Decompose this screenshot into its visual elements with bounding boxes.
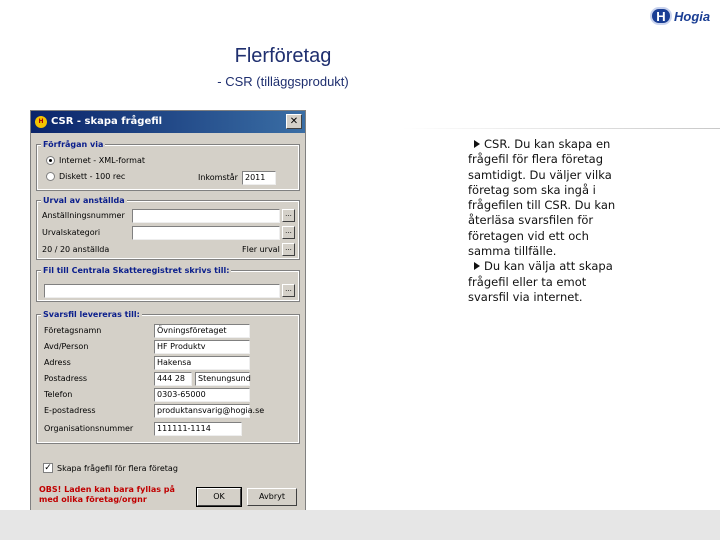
- notes-text: [468, 137, 628, 305]
- warning-line-2: med olika företag/orgnr: [39, 495, 147, 504]
- urvalskategori-label: Urvalskategori: [42, 228, 101, 237]
- telefon-field[interactable]: 0303-65000: [154, 388, 250, 402]
- flera-foretag-checkbox[interactable]: ✓: [44, 463, 52, 473]
- divider-line: [402, 128, 720, 129]
- telefon-label: Telefon: [44, 390, 73, 399]
- radio-internet[interactable]: [46, 156, 55, 165]
- epost-label: E-postadress: [44, 406, 96, 415]
- group-svarsfil: [37, 310, 299, 443]
- bullet-arrow-icon: [474, 262, 480, 270]
- group-fil: [37, 266, 299, 301]
- foretagsnamn-label: Företagsnamn: [44, 326, 102, 335]
- logo-text: Hogia: [674, 8, 711, 24]
- cancel-button[interactable]: Avbryt: [247, 488, 297, 506]
- epost-field[interactable]: produktansvarig@hogia.se: [154, 404, 250, 418]
- urvalskategori-field[interactable]: [132, 226, 280, 240]
- organisationsnummer-field[interactable]: 111111-1114: [154, 422, 242, 436]
- fler-urval-label: Fler urval: [242, 245, 280, 254]
- note-text: CSR. Du kan skapa en frågefil för flera företag samtidigt. Du väljer vilka företag som ska ingå i frågefilen till CSR. Du kan återläsa svarsfilen för företagen vid ett och samma tillfälle.: [468, 137, 616, 259]
- radio-diskett-label: Diskett - 100 rec: [59, 172, 126, 181]
- dialog-titlebar[interactable]: [31, 111, 305, 133]
- flera-foretag-label: Skapa frågefil för flera företag: [57, 464, 178, 473]
- postadress-label: Postadress: [44, 374, 88, 383]
- logo-badge: H: [650, 7, 672, 25]
- ok-button[interactable]: OK: [197, 488, 241, 506]
- group-label: Fil till Centrala Skatteregistret skrivs till:: [43, 266, 230, 275]
- group-label: Svarsfil levereras till:: [43, 310, 140, 319]
- inkomstar-label: Inkomstår: [198, 173, 238, 182]
- adress-label: Adress: [44, 358, 71, 367]
- postnummer-field[interactable]: 444 28: [154, 372, 192, 386]
- fler-urval-button[interactable]: ...: [282, 243, 295, 256]
- avd-person-field[interactable]: HF Produktv: [154, 340, 250, 354]
- note-item: [468, 259, 628, 305]
- file-path-field[interactable]: [44, 284, 280, 298]
- group-label: Förfrågan via: [43, 140, 104, 149]
- anstallningsnummer-browse-button[interactable]: ...: [282, 209, 295, 222]
- file-path-browse-button[interactable]: ...: [282, 284, 295, 297]
- bottom-bar: [0, 510, 720, 540]
- group-urval: [37, 196, 299, 259]
- dialog-title: CSR - skapa frågefil: [51, 116, 163, 127]
- urvalskategori-browse-button[interactable]: ...: [282, 226, 295, 239]
- warning-line-1: OBS! Laden kan bara fyllas på: [39, 485, 175, 494]
- adress-field[interactable]: Hakensa: [154, 356, 250, 370]
- avd-person-label: Avd/Person: [44, 342, 89, 351]
- hogia-logo: [650, 6, 710, 26]
- csr-dialog: [30, 110, 306, 514]
- note-text: Du kan välja att skapa frågefil eller ta emot svarsfil via internet.: [468, 259, 613, 304]
- radio-diskett[interactable]: [46, 172, 55, 181]
- group-forfragan: [37, 140, 299, 190]
- anstallda-count: 20 / 20 anställda: [42, 245, 110, 254]
- anstallningsnummer-field[interactable]: [132, 209, 280, 223]
- inkomstar-field[interactable]: 2011: [242, 171, 276, 185]
- slide-subtitle: - CSR (tilläggsprodukt): [217, 74, 349, 89]
- app-icon: H: [35, 116, 47, 128]
- group-label: Urval av anställda: [43, 196, 125, 205]
- organisationsnummer-label: Organisationsnummer: [44, 424, 134, 433]
- radio-internet-label: Internet - XML-format: [59, 156, 146, 165]
- slide-title: Flerföretag: [234, 45, 332, 67]
- close-button[interactable]: ✕: [286, 114, 302, 129]
- foretagsnamn-field[interactable]: Övningsföretaget: [154, 324, 250, 338]
- anstallningsnummer-label: Anställningsnummer: [42, 211, 125, 220]
- bullet-arrow-icon: [474, 140, 480, 148]
- postort-field[interactable]: Stenungsund: [195, 372, 250, 386]
- note-item: [468, 137, 628, 259]
